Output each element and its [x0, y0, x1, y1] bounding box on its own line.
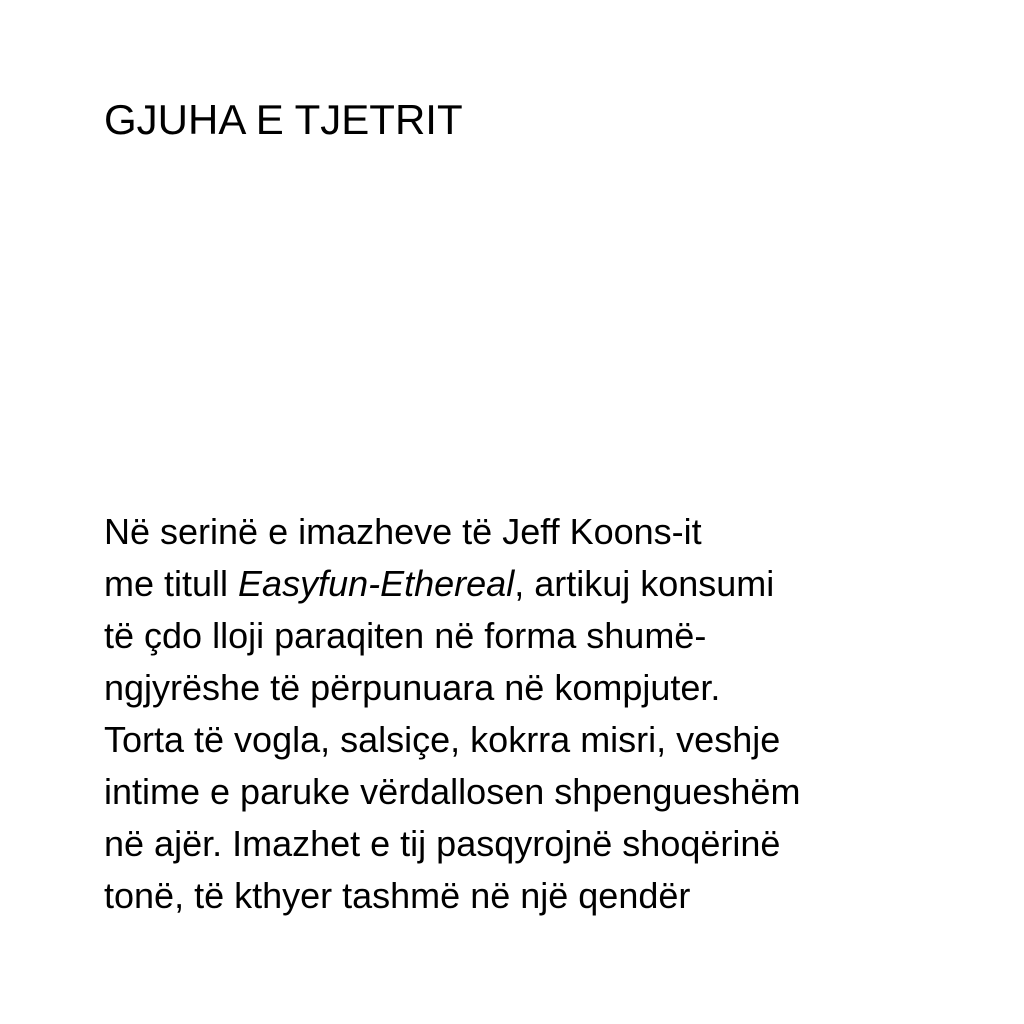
text-line-5: Torta të vogla, salsiçe, kokrra misri, veshje [104, 719, 781, 760]
page-title: GJUHA E TJETRIT [104, 96, 463, 143]
text-line-7: në ajër. Imazhet e tij pasqyrojnë shoqërinë [104, 823, 781, 864]
text-line-2-suffix: , artikuj konsumi [514, 563, 775, 604]
text-line-1: Në serinë e imazheve të Jeff Koons-it [104, 511, 702, 552]
text-line-4: ngjyrëshe të përpunuara në kompjuter. [104, 667, 721, 708]
text-line-2-prefix: me titull [104, 563, 239, 604]
text-line-8: tonë, të kthyer tashmë në një qendër [104, 875, 691, 916]
text-line-2 [104, 558, 964, 610]
body-paragraph [104, 506, 964, 922]
artwork-title: Easyfun-Ethereal [238, 563, 515, 604]
text-line-6: intime e paruke vërdallosen shpengueshëm [104, 771, 801, 812]
text-line-3: të çdo lloji paraqiten në forma shumë- [104, 615, 707, 656]
